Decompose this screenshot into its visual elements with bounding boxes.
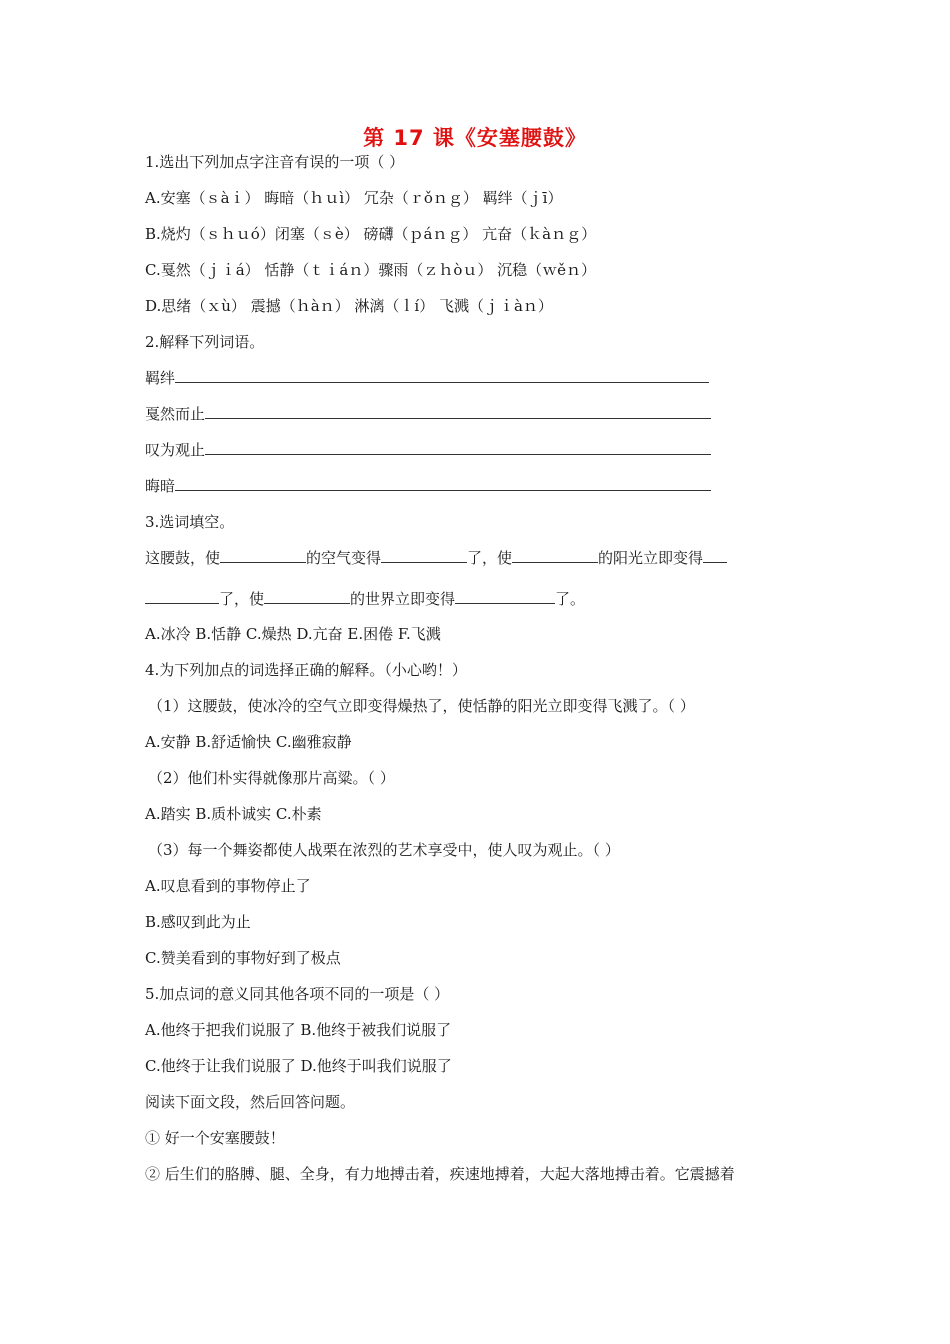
question-4-stem: 4.为下列加点的词选择正确的解释。（小心哟！） <box>145 661 467 679</box>
answer-line[interactable] <box>175 476 711 491</box>
q2-word-row <box>145 440 711 460</box>
q4-item-3-option-a: A.叹息看到的事物停止了 <box>145 877 311 895</box>
q1-option-d: D.思绪（ｘù） 震撼（ｈàｎ） 淋漓（ｌí） 飞溅（ｊｉàｎ） <box>145 297 553 315</box>
question-2-stem: 2.解释下列词语。 <box>145 333 265 351</box>
question-5-stem: 5.加点词的意义同其他各项不同的一项是（ ） <box>145 985 450 1003</box>
q3-text: 的世界立即变得 <box>350 590 456 608</box>
q3-text: 了，使 <box>467 549 513 567</box>
q2-word-row <box>145 404 711 424</box>
q4-item-3: （3）每一个舞姿都使人战栗在浓烈的艺术享受中，使人叹为观止。（ ） <box>148 841 620 859</box>
q1-option-c: C.戛然（ｊｉá） 恬静（ｔｉáｎ）骤雨（ｚｈòｕ） 沉稳（ｗěｎ） <box>145 261 597 279</box>
q4-item-3-option-c: C.赞美看到的事物好到了极点 <box>145 949 341 967</box>
q4-item-3-option-b: B.感叹到此为止 <box>145 913 251 931</box>
q3-choices: A.冰冷 B.恬静 C.燥热 D.亢奋 E.困倦 F.飞溅 <box>145 625 441 643</box>
answer-line[interactable] <box>175 368 709 383</box>
q4-item-1: （1）这腰鼓，使冰冷的空气立即变得燥热了，使恬静的阳光立即变得飞溅了。（ ） <box>148 697 695 715</box>
q1-option-b: B.烧灼（ｓｈｕó）闭塞（ｓè） 磅礴（ｐáｎｇ） 亢奋（ｋàｎｇ） <box>145 225 597 243</box>
q4-item-2-options: A.踏实 B.质朴诚实 C.朴素 <box>145 805 322 823</box>
fill-blank[interactable] <box>703 548 727 563</box>
q2-word-row <box>145 368 709 388</box>
q3-text: 的阳光立即变得 <box>598 549 704 567</box>
q2-word-row <box>145 476 711 496</box>
question-1-stem: 1.选出下列加点字注音有误的一项（ ） <box>145 153 405 171</box>
answer-line[interactable] <box>205 404 711 419</box>
q2-word-label: 羁绊 <box>145 369 176 387</box>
q2-word-label: 晦暗 <box>145 477 176 495</box>
q5-options-cd: C.他终于让我们说服了 D.他终于叫我们说服了 <box>145 1057 452 1075</box>
q3-sentence-line-2 <box>145 589 585 609</box>
reading-paragraph-1: ① 好一个安塞腰鼓！ <box>145 1129 285 1147</box>
reading-paragraph-2: ② 后生们的胳膊、腿、全身，有力地搏击着，疾速地搏着，大起大落地搏击着。它震撼着 <box>145 1165 735 1183</box>
fill-blank[interactable] <box>145 589 219 604</box>
answer-line[interactable] <box>205 440 711 455</box>
fill-blank[interactable] <box>512 548 598 563</box>
fill-blank[interactable] <box>220 548 306 563</box>
fill-blank[interactable] <box>381 548 467 563</box>
q3-sentence-line-1 <box>145 548 727 568</box>
q2-word-label: 戛然而止 <box>145 405 206 423</box>
q4-item-2: （2）他们朴实得就像那片高粱。（ ） <box>148 769 395 787</box>
question-3-stem: 3.选词填空。 <box>145 513 235 531</box>
q3-text: 的空气变得 <box>306 549 382 567</box>
page-title: 第 17 课《安塞腰鼓》 <box>363 126 587 150</box>
q4-item-1-options: A.安静 B.舒适愉快 C.幽雅寂静 <box>145 733 352 751</box>
q2-word-label: 叹为观止 <box>145 441 206 459</box>
q3-text: 这腰鼓，使 <box>145 549 221 567</box>
q3-text: 了。 <box>555 590 586 608</box>
fill-blank[interactable] <box>264 589 350 604</box>
fill-blank[interactable] <box>455 589 555 604</box>
reading-intro: 阅读下面文段，然后回答问题。 <box>145 1093 356 1111</box>
q1-option-a: A.安塞（ｓàｉ） 晦暗（ｈｕì） 冗杂（ｒǒｎｇ） 羁绊（ｊī） <box>145 189 563 207</box>
q5-options-ab: A.他终于把我们说服了 B.他终于被我们说服了 <box>145 1021 452 1039</box>
q3-text: 了，使 <box>219 590 265 608</box>
